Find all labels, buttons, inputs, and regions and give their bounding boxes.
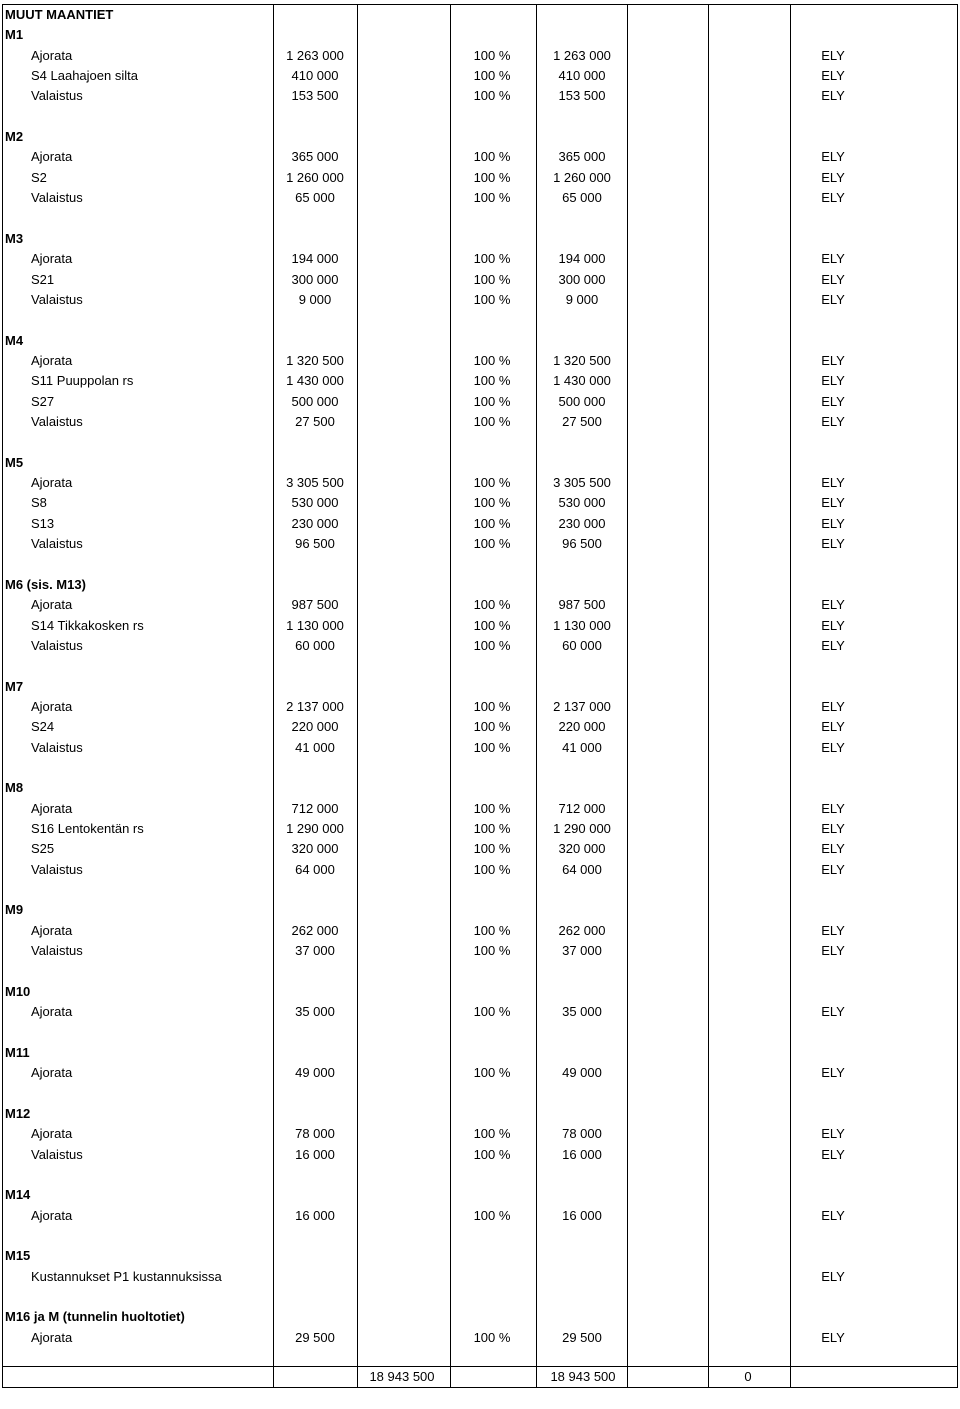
row-percent: 100 % [473, 149, 511, 165]
group-name: M7 [5, 678, 24, 694]
group-header [0, 1246, 960, 1266]
row-amount: 60 000 [295, 637, 335, 653]
table-row [0, 249, 960, 269]
row-label: Valaistus [31, 943, 83, 959]
row-percent: 100 % [473, 1146, 511, 1162]
row-percent: 100 % [473, 393, 511, 409]
table-row [0, 371, 960, 391]
row-label: Valaistus [31, 536, 83, 552]
row-amount2: 712 000 [558, 800, 606, 816]
row-amount2: 410 000 [558, 68, 606, 84]
table-row [0, 1063, 960, 1083]
row-amount2: 153 500 [558, 88, 606, 104]
row-amount: 16 000 [295, 1207, 335, 1223]
row-percent: 100 % [473, 861, 511, 877]
row-label: S16 Lentokentän rs [31, 821, 144, 836]
row-percent: 100 % [473, 47, 511, 63]
row-organisation: ELY [821, 637, 845, 653]
table-row [0, 412, 960, 432]
table-row [0, 819, 960, 839]
row-amount2: 262 000 [558, 922, 606, 938]
row-amount: 1 260 000 [286, 169, 344, 185]
row-label: S11 Puuppolan rs [31, 373, 134, 389]
table-row [0, 534, 960, 554]
row-amount2: 9 000 [565, 291, 599, 307]
row-amount2: 35 000 [562, 1004, 602, 1020]
row-label: Valaistus [31, 1146, 83, 1162]
row-amount2: 78 000 [562, 1126, 602, 1142]
row-label: Valaistus [31, 739, 83, 755]
row-amount: 712 000 [291, 800, 339, 816]
row-amount: 300 000 [291, 271, 339, 287]
row-amount2: 220 000 [558, 719, 606, 735]
row-organisation: ELY [821, 88, 845, 104]
group-header [0, 229, 960, 249]
row-organisation: ELY [821, 352, 845, 368]
row-label: Valaistus [31, 291, 83, 307]
group-name: M15 [5, 1248, 31, 1264]
row-amount: 78 000 [295, 1126, 335, 1142]
row-label: Ajorata [31, 597, 73, 613]
row-amount2: 27 500 [562, 414, 602, 429]
row-label: Valaistus [31, 88, 83, 104]
row-amount: 27 500 [295, 414, 335, 429]
row-label: Valaistus [31, 414, 83, 429]
row-label: Ajorata [31, 1004, 73, 1020]
group-header [0, 677, 960, 697]
row-percent: 100 % [473, 841, 511, 857]
row-percent: 100 % [473, 739, 511, 755]
row-amount: 1 430 000 [286, 373, 344, 389]
table-row [0, 46, 960, 66]
row-amount: 16 000 [295, 1146, 335, 1162]
row-percent: 100 % [473, 1004, 511, 1020]
row-organisation: ELY [821, 1004, 845, 1020]
table-row [0, 717, 960, 737]
row-percent: 100 % [473, 352, 511, 368]
row-organisation: ELY [821, 719, 845, 735]
row-percent: 100 % [473, 719, 511, 735]
row-label: S21 [31, 271, 55, 287]
row-label: Ajorata [31, 698, 73, 714]
row-amount: 320 000 [291, 841, 339, 857]
table-row [0, 921, 960, 941]
row-organisation: ELY [821, 373, 845, 389]
row-percent: 100 % [473, 190, 511, 206]
row-label: S24 [31, 719, 55, 735]
row-amount: 64 000 [295, 861, 335, 877]
row-organisation: ELY [821, 698, 845, 714]
row-amount: 37 000 [295, 943, 335, 959]
row-amount2: 64 000 [562, 861, 602, 877]
group-name: M12 [5, 1105, 31, 1121]
row-label: Ajorata [31, 352, 73, 368]
row-label: Ajorata [31, 251, 73, 267]
table-row [0, 697, 960, 717]
row-organisation: ELY [821, 190, 845, 206]
table-row [0, 1206, 960, 1226]
row-organisation: ELY [821, 271, 845, 287]
group-name: M3 [5, 230, 24, 246]
row-amount: 530 000 [291, 495, 339, 511]
row-label: S13 [31, 515, 55, 531]
row-organisation: ELY [821, 475, 845, 491]
row-percent: 100 % [473, 1126, 511, 1142]
row-label: Ajorata [31, 47, 73, 63]
row-amount2: 3 305 500 [553, 475, 611, 491]
row-organisation: ELY [821, 536, 845, 552]
row-amount2: 194 000 [558, 251, 606, 267]
group-header [0, 453, 960, 473]
row-percent: 100 % [473, 1065, 511, 1081]
row-percent: 100 % [473, 1329, 511, 1345]
row-label: S4 Laahajoen silta [31, 68, 138, 84]
table-row [0, 1328, 960, 1348]
row-organisation: ELY [821, 393, 845, 409]
group-name: M8 [5, 780, 24, 796]
table-row [0, 392, 960, 412]
totals-row [0, 1367, 960, 1387]
row-label: Ajorata [31, 1207, 73, 1223]
row-amount: 41 000 [295, 739, 335, 755]
row-percent: 100 % [473, 800, 511, 816]
row-amount2: 60 000 [562, 637, 602, 653]
table-row [0, 799, 960, 819]
row-amount: 35 000 [295, 1004, 335, 1020]
row-amount: 1 130 000 [286, 617, 344, 633]
row-amount2: 16 000 [562, 1207, 602, 1223]
row-percent: 100 % [473, 251, 511, 267]
group-name: M2 [5, 129, 24, 145]
row-amount2: 230 000 [558, 515, 606, 531]
row-organisation: ELY [821, 739, 845, 755]
row-amount: 220 000 [291, 719, 339, 735]
row-percent: 100 % [473, 536, 511, 552]
row-amount: 3 305 500 [286, 475, 344, 491]
table-title: MUUT MAANTIET [5, 7, 114, 22]
title-row [0, 5, 960, 25]
row-label: Ajorata [31, 1329, 73, 1345]
row-percent: 100 % [473, 821, 511, 836]
row-label: Valaistus [31, 190, 83, 206]
row-label: Ajorata [31, 475, 73, 491]
row-organisation: ELY [821, 1268, 845, 1284]
row-percent: 100 % [473, 373, 511, 389]
group-name: M4 [5, 332, 24, 348]
row-amount [275, 1267, 355, 1287]
row-amount2: 49 000 [562, 1065, 602, 1081]
row-amount: 153 500 [291, 88, 339, 104]
row-organisation: ELY [821, 515, 845, 531]
table-row [0, 941, 960, 961]
row-organisation: ELY [821, 414, 845, 429]
table-row [0, 1267, 960, 1287]
row-organisation: ELY [821, 800, 845, 816]
row-organisation: ELY [821, 617, 845, 633]
row-label: Ajorata [31, 149, 73, 165]
row-label: Valaistus [31, 637, 83, 653]
row-label: S27 [31, 393, 55, 409]
group-header [0, 778, 960, 798]
row-amount2: 1 430 000 [553, 373, 611, 389]
row-organisation: ELY [821, 47, 845, 63]
row-amount2: 37 000 [562, 943, 602, 959]
row-amount2: 1 263 000 [553, 47, 611, 63]
row-amount2: 1 130 000 [553, 617, 611, 633]
row-amount2: 65 000 [562, 190, 602, 206]
table-row [0, 168, 960, 188]
row-amount: 65 000 [295, 190, 335, 206]
group-name: M10 [5, 983, 31, 999]
row-organisation: ELY [821, 68, 845, 84]
row-percent: 100 % [473, 1207, 511, 1223]
row-amount: 500 000 [291, 393, 339, 409]
row-amount2: 320 000 [558, 841, 606, 857]
row-amount: 49 000 [295, 1065, 335, 1081]
group-header [0, 1104, 960, 1124]
row-label: Ajorata [31, 1126, 73, 1142]
row-amount: 9 000 [298, 291, 332, 307]
row-percent: 100 % [473, 88, 511, 104]
table-row [0, 1002, 960, 1022]
row-organisation: ELY [821, 861, 845, 877]
row-percent: 100 % [473, 291, 511, 307]
row-organisation: ELY [821, 922, 845, 938]
group-name: M9 [5, 902, 24, 918]
group-header [0, 900, 960, 920]
row-percent: 100 % [473, 271, 511, 287]
table-row [0, 86, 960, 106]
row-amount2: 1 320 500 [553, 352, 611, 368]
table-row [0, 1124, 960, 1144]
row-percent: 100 % [473, 698, 511, 714]
group-header [0, 127, 960, 147]
row-percent: 100 % [473, 169, 511, 185]
row-amount2: 2 137 000 [553, 698, 611, 714]
row-amount: 1 320 500 [286, 352, 344, 368]
group-name: M5 [5, 454, 24, 470]
row-percent: 100 % [473, 922, 511, 938]
group-name: M16 ja M (tunnelin huoltotiet) [5, 1309, 185, 1325]
group-header [0, 331, 960, 351]
table-row [0, 66, 960, 86]
row-label: S8 [31, 495, 47, 511]
row-organisation: ELY [821, 1065, 845, 1081]
row-amount2: 530 000 [558, 495, 606, 511]
group-header [0, 1185, 960, 1205]
row-organisation: ELY [821, 597, 845, 613]
table-row [0, 188, 960, 208]
row-amount2: 300 000 [558, 271, 606, 287]
row-organisation: ELY [821, 495, 845, 511]
row-organisation: ELY [821, 943, 845, 959]
table-row [0, 860, 960, 880]
table-row [0, 351, 960, 371]
row-percent: 100 % [473, 68, 511, 84]
group-header [0, 1043, 960, 1063]
table-row [0, 290, 960, 310]
row-label: S25 [31, 841, 55, 857]
row-amount2: 365 000 [558, 149, 606, 165]
row-amount: 987 500 [291, 597, 339, 613]
group-name: M11 [5, 1044, 30, 1060]
table-row [0, 493, 960, 513]
group-header [0, 25, 960, 45]
group-header [0, 575, 960, 595]
row-amount2: 29 500 [562, 1329, 602, 1345]
row-percent [452, 1267, 532, 1287]
row-amount: 365 000 [291, 149, 339, 165]
table-row [0, 738, 960, 758]
table-row [0, 636, 960, 656]
row-organisation: ELY [821, 1126, 845, 1142]
row-percent: 100 % [473, 943, 511, 959]
row-label: Ajorata [31, 800, 73, 816]
row-organisation: ELY [821, 841, 845, 857]
table-row [0, 473, 960, 493]
row-amount2: 987 500 [558, 597, 606, 613]
row-amount: 96 500 [295, 536, 335, 552]
row-percent: 100 % [473, 597, 511, 613]
group-name: M14 [5, 1187, 31, 1203]
row-organisation: ELY [821, 149, 845, 165]
row-amount: 1 290 000 [286, 821, 344, 836]
group-name: M6 (sis. M13) [5, 576, 86, 592]
row-organisation: ELY [821, 1146, 845, 1162]
table-row [0, 839, 960, 859]
table-row [0, 147, 960, 167]
table-row [0, 1145, 960, 1165]
row-organisation: ELY [821, 1329, 845, 1345]
row-amount2: 96 500 [562, 536, 602, 552]
table-row [0, 270, 960, 290]
row-amount2: 16 000 [562, 1146, 602, 1162]
table-row [0, 595, 960, 615]
row-amount: 230 000 [291, 515, 339, 531]
row-amount: 2 137 000 [286, 698, 344, 714]
group-name: M1 [5, 27, 24, 43]
row-percent: 100 % [473, 515, 511, 531]
row-percent: 100 % [473, 495, 511, 511]
row-amount: 1 263 000 [286, 47, 344, 63]
group-header [0, 982, 960, 1002]
row-amount2 [542, 1267, 622, 1287]
row-organisation: ELY [821, 821, 845, 836]
row-percent: 100 % [473, 637, 511, 653]
row-amount2: 1 290 000 [553, 821, 611, 836]
group-header [0, 1307, 960, 1327]
total-amount2: 18 943 500 [550, 1369, 616, 1384]
row-label: Valaistus [31, 861, 83, 877]
row-amount: 410 000 [291, 68, 339, 84]
row-amount: 29 500 [295, 1329, 335, 1345]
total-amount: 18 943 500 [369, 1369, 435, 1384]
row-amount2: 41 000 [562, 739, 602, 755]
row-organisation: ELY [821, 1207, 845, 1223]
row-percent: 100 % [473, 475, 511, 491]
table-row [0, 514, 960, 534]
row-label: Kustannukset P1 kustannuksissa [31, 1268, 222, 1284]
row-percent: 100 % [473, 414, 511, 429]
row-organisation: ELY [821, 291, 845, 307]
row-organisation: ELY [821, 251, 845, 267]
row-label: Ajorata [31, 922, 73, 938]
row-amount: 194 000 [291, 251, 339, 267]
row-amount: 262 000 [291, 922, 339, 938]
row-label: S14 Tikkakosken rs [31, 617, 144, 633]
row-amount2: 500 000 [558, 393, 606, 409]
row-organisation: ELY [821, 169, 845, 185]
table-row [0, 616, 960, 636]
row-label: S2 [31, 169, 47, 185]
total-other: 0 [744, 1369, 752, 1384]
row-label: Ajorata [31, 1065, 73, 1081]
row-amount2: 1 260 000 [553, 169, 611, 185]
row-percent: 100 % [473, 617, 511, 633]
